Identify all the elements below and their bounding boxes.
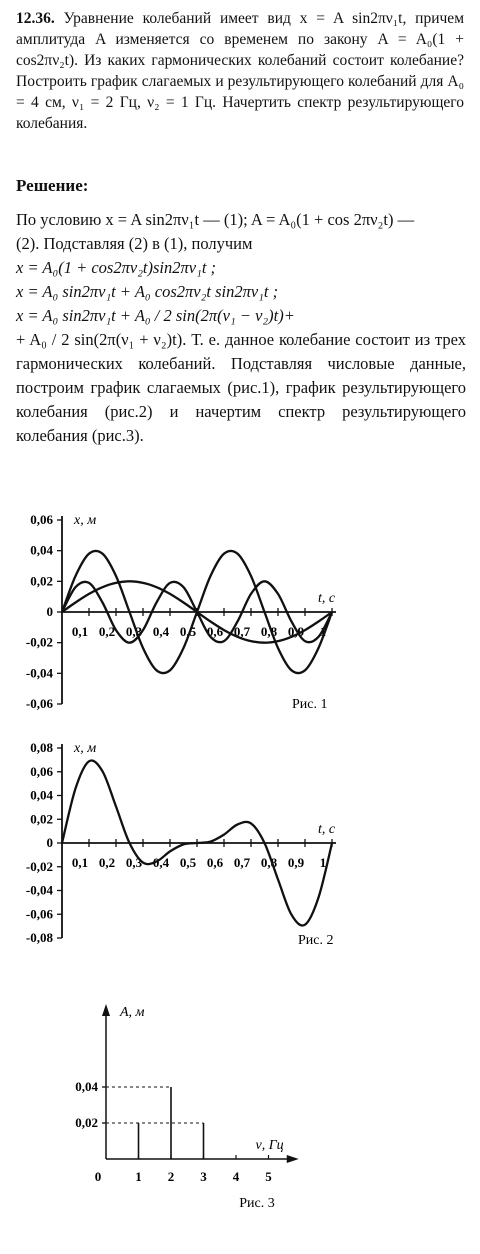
x-tick-label: 0,7	[233, 855, 251, 870]
y-tick-label: 0,02	[75, 1115, 98, 1130]
solution-body	[16, 208, 466, 448]
x-axis-label: ν, Гц	[255, 1138, 284, 1153]
solution-line-2: (2). Подставляя (2) в (1), получим	[16, 234, 253, 253]
y-tick-label: -0,02	[25, 858, 53, 874]
y-tick-label: 0,04	[75, 1079, 98, 1094]
y-axis-arrow	[102, 1004, 110, 1016]
x-tick-label: 0,5	[179, 855, 197, 870]
y-tick-label: 0,08	[30, 740, 53, 755]
x-tick-label: 0,9	[287, 855, 305, 870]
y-tick-label: -0,04	[25, 882, 53, 898]
x-axis-label: t, с	[318, 591, 336, 606]
x-tick-label: 0,8	[260, 624, 278, 639]
formula-1: x = A₀(1 + cos2πν₂t)sin2πν₁t ;	[16, 258, 217, 277]
y-axis-label: x, м	[74, 741, 97, 756]
y-tick-label: 0,06	[30, 512, 53, 527]
y-tick-label: 0,04	[30, 542, 53, 558]
x-tick-label: 0,5	[179, 624, 197, 639]
x-tick-label: 0,4	[152, 624, 170, 639]
problem-statement	[16, 8, 464, 134]
formula-3: x = A₀ sin2πν₁t + A₀ / 2 sin(2π(ν₁ − ν₂)t)+	[16, 306, 295, 325]
x-tick-label: 0,4	[152, 855, 170, 870]
x-tick-label: 0,8	[260, 855, 278, 870]
figure-caption: Рис. 1	[292, 697, 328, 712]
x-tick-label: 3	[200, 1169, 207, 1184]
solution-heading: Решение:	[16, 176, 89, 195]
y-axis-label: A, м	[120, 1005, 145, 1020]
x-tick-label: 0,1	[71, 624, 89, 639]
y-tick-label: -0,06	[25, 696, 53, 711]
x-tick-label: 5	[265, 1169, 272, 1184]
x-tick-label: 0,7	[233, 624, 251, 639]
solution-conclusion: + A₀ / 2 sin(2π(ν₁ + ν₂)t). Т. е. данное колебание состоит из трех гармонических колебаний. Подставляя числовые данные, построим график слагаемых (рис.1), график результирующего колебания (рис.2) и начертим спектр результирующего колебания (рис.3).	[16, 330, 466, 445]
y-tick-label: 0,02	[30, 811, 53, 827]
x-tick-label: 0	[94, 1169, 102, 1184]
x-tick-label: 0,2	[98, 624, 116, 639]
y-tick-label: -0,04	[25, 665, 53, 681]
x-tick-label: 1	[319, 624, 327, 639]
y-tick-label: 0,02	[30, 573, 53, 589]
y-tick-label: 0	[46, 604, 53, 619]
x-tick-label: 0,6	[206, 855, 224, 870]
figure-caption: Рис. 3	[239, 1196, 275, 1211]
figure-caption: Рис. 2	[298, 933, 334, 948]
problem-text: Уравнение колебаний имеет вид x = A sin2πν₁t, причем амплитуда A изменяется со временем по закону A = A₀(1 + cos2πν₂t). Из каких гармонических колебаний состоит колебание? Построить график слагаемых и результирующего колебаний для A₀ = 4 см, ν₁ = 2 Гц, ν₂ = 1 Гц. Начертить спектр результирующего колебания.	[16, 10, 464, 132]
x-tick-label: 0,2	[98, 855, 116, 870]
y-tick-label: -0,02	[25, 634, 53, 650]
y-tick-label: 0	[46, 835, 53, 850]
y-axis-label: x, м	[74, 513, 97, 528]
solution-line-1: По условию x = A sin2πν₁t — (1); A = A₀(1 + cos 2πν₂t) —	[16, 210, 415, 229]
formula-2: x = A₀ sin2πν₁t + A₀ cos2πν₂t sin2πν₁t ;	[16, 282, 279, 301]
x-tick-label: 2	[167, 1169, 175, 1184]
figure-2-chart	[0, 736, 480, 958]
x-tick-label: 4	[232, 1169, 240, 1184]
problem-number: 12.36.	[16, 10, 55, 27]
y-tick-label: -0,06	[25, 906, 53, 922]
y-tick-label: 0,06	[30, 763, 53, 779]
x-tick-label: 0,3	[125, 624, 143, 639]
x-tick-label: 1	[135, 1169, 142, 1184]
x-axis-label: t, с	[318, 822, 336, 837]
x-tick-label: 0,1	[71, 855, 89, 870]
x-tick-label: 1	[319, 855, 327, 870]
y-tick-label: 0,04	[30, 787, 53, 803]
figure-3-spectrum	[0, 994, 480, 1224]
x-axis-arrow	[287, 1155, 299, 1163]
figure-1-chart	[0, 508, 480, 718]
x-tick-label: 0,9	[287, 624, 305, 639]
y-tick-label: -0,08	[25, 930, 53, 945]
x-tick-label: 0,3	[125, 855, 143, 870]
x-tick-label: 0,6	[206, 624, 224, 639]
